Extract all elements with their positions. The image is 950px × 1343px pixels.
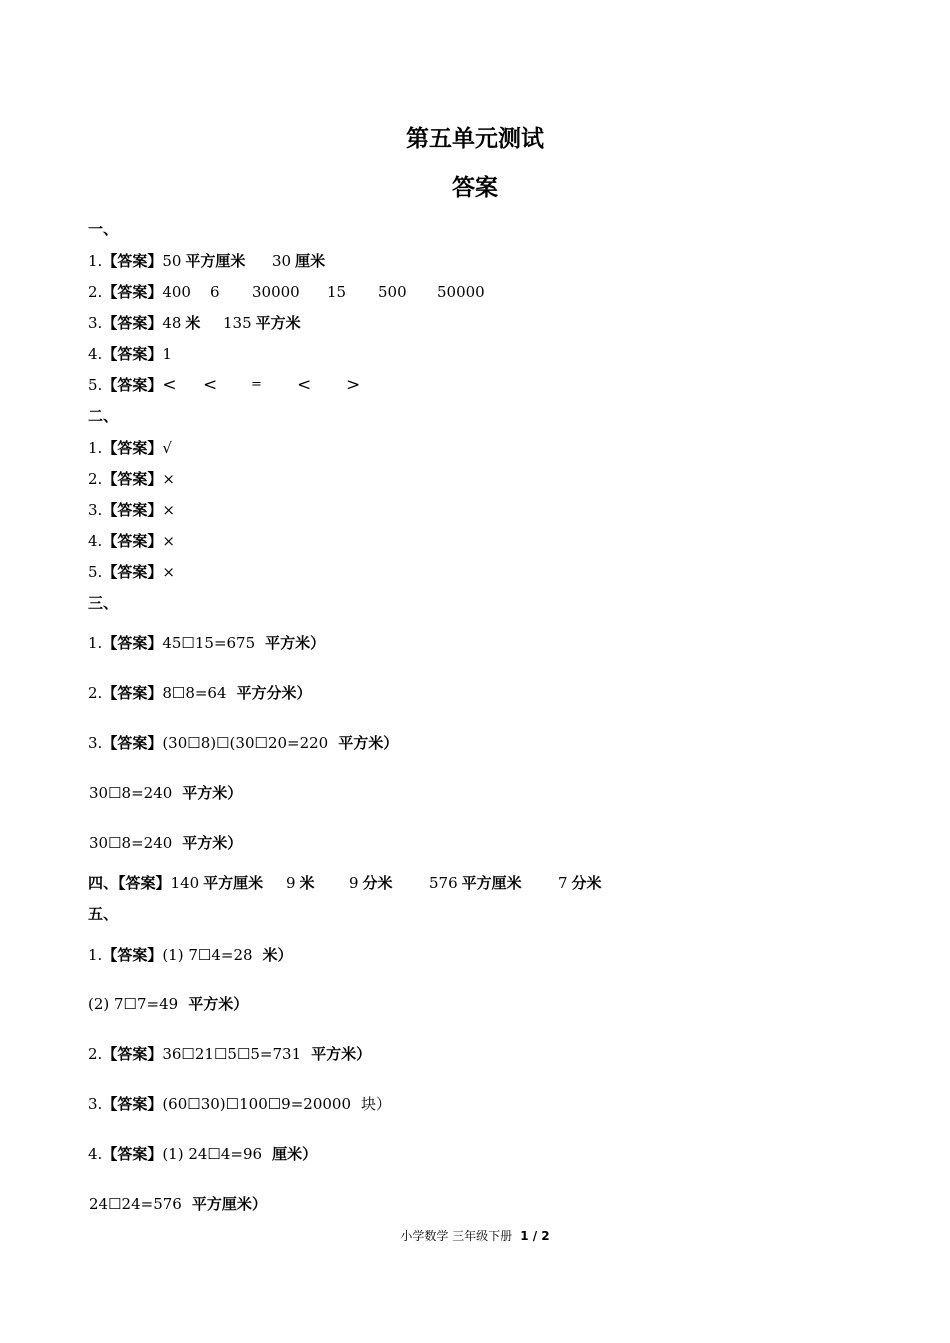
- s2-q4: 4.【答案】×: [88, 532, 175, 550]
- s1-q2-v3: 30000: [252, 283, 300, 301]
- s3-q3-line2: 30☐8=240 平方米）: [89, 784, 243, 802]
- s5-q1-line2: (2) 7☐7=49 平方米）: [88, 995, 249, 1013]
- answer-tag: 【答案】: [102, 252, 163, 270]
- answer-tag: 【答案】: [102, 376, 163, 394]
- section-5-heading: 五、: [88, 905, 119, 923]
- page-footer: 小学数学 三年级下册 1 / 2: [400, 1229, 550, 1243]
- s1-q5: 5.【答案】<: [88, 375, 177, 395]
- s3-q1: 1.【答案】45☐15=675 平方米）: [88, 634, 326, 652]
- answer-tag: 【答案】: [102, 439, 163, 457]
- s5-q4-line2: 24☐24=576 平方厘米）: [89, 1195, 267, 1213]
- answer-tag: 【答案】: [102, 684, 163, 702]
- answer-tag: 【答案】: [102, 1095, 163, 1113]
- s1-q2-v2: 6: [210, 283, 220, 301]
- s2-q2: 2.【答案】×: [88, 470, 175, 488]
- s4-v5: 7 分米: [558, 874, 602, 892]
- answer-tag: 【答案】: [102, 283, 163, 301]
- s1-q5-v4: <: [297, 375, 312, 395]
- answer-tag: 【答案】: [102, 532, 163, 550]
- s1-q2: 2.【答案】400: [88, 283, 191, 301]
- s1-q1: 1.【答案】50 平方厘米: [88, 252, 246, 270]
- s5-q4: 4.【答案】(1) 24☐4=96 厘米）: [88, 1145, 318, 1163]
- s3-q3: 3.【答案】(30☐8)☐(30☐20=220 平方米）: [88, 734, 399, 752]
- s5-q3: 3.【答案】(60☐30)☐100☐9=20000 块）: [88, 1095, 392, 1113]
- s4-v4: 576 平方厘米: [429, 874, 522, 892]
- s3-q2: 2.【答案】8☐8=64 平方分米）: [88, 684, 312, 702]
- s1-q5-v3: =: [251, 377, 262, 392]
- answer-tag: 【答案】: [102, 563, 163, 581]
- page-subtitle: 答案: [452, 175, 498, 201]
- section-4-heading: 四、: [88, 874, 119, 892]
- s2-q1: 1.【答案】√: [88, 439, 172, 457]
- answer-tag: 【答案】: [102, 1145, 163, 1163]
- s4-line: 四、【答案】140 平方厘米: [88, 874, 264, 892]
- section-1-heading: 一、: [88, 220, 119, 238]
- s5-q1: 1.【答案】(1) 7☐4=28 米）: [88, 946, 293, 964]
- s1-q5-v5: >: [346, 375, 361, 395]
- answer-tag: 【答案】: [102, 634, 163, 652]
- answer-tag: 【答案】: [102, 946, 163, 964]
- section-3-heading: 三、: [88, 594, 119, 612]
- s1-q2-v5: 500: [378, 283, 407, 301]
- s1-q2-v6: 50000: [437, 283, 485, 301]
- answer-tag: 【答案】: [102, 345, 163, 363]
- page-title: 第五单元测试: [406, 126, 544, 152]
- s1-q4: 4.【答案】1: [88, 345, 172, 363]
- s1-q3: 3.【答案】48 米: [88, 314, 201, 332]
- answer-tag: 【答案】: [102, 734, 163, 752]
- s1-q5-v2: <: [203, 375, 218, 395]
- s2-q3: 3.【答案】×: [88, 501, 175, 519]
- s4-v3: 9 分米: [349, 874, 393, 892]
- page-number: 1 / 2: [520, 1229, 550, 1243]
- answer-tag: 【答案】: [102, 470, 163, 488]
- answer-tag: 【答案】: [102, 314, 163, 332]
- section-2-heading: 二、: [88, 407, 119, 425]
- s1-q2-v4: 15: [327, 283, 347, 301]
- s2-q5: 5.【答案】×: [88, 563, 175, 581]
- s4-v2: 9 米: [286, 874, 315, 892]
- answer-tag: 【答案】: [102, 1045, 163, 1063]
- s1-q3-b: 135 平方米: [223, 314, 301, 332]
- answer-tag: 【答案】: [118, 874, 171, 892]
- answer-tag: 【答案】: [102, 501, 163, 519]
- s3-q3-line3: 30☐8=240 平方米）: [89, 834, 243, 852]
- s1-q1-b: 30 厘米: [272, 252, 326, 270]
- s5-q2: 2.【答案】36☐21☐5☐5=731 平方米）: [88, 1045, 372, 1063]
